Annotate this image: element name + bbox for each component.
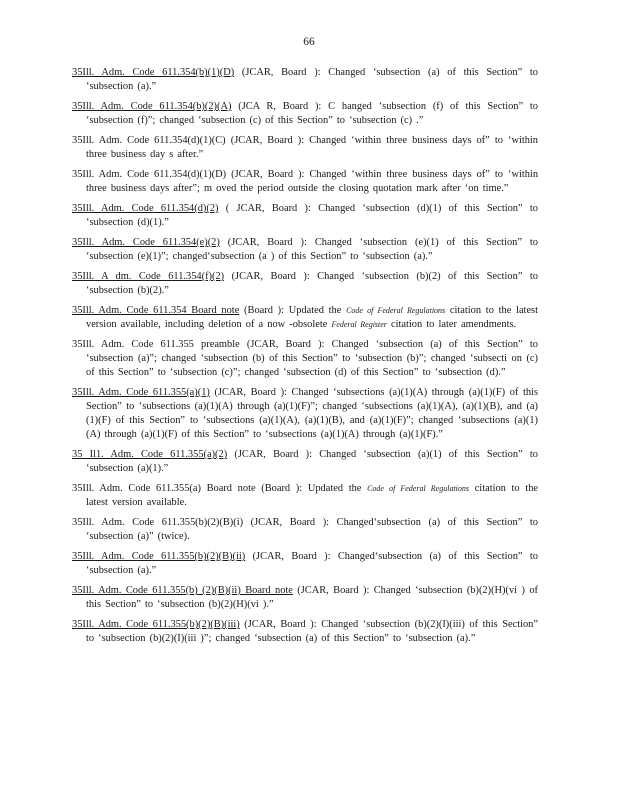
code-citation: 35Ill. Adm. Code 611.354(d)(2) [72, 203, 219, 214]
list-item [72, 168, 538, 196]
entry-text: (JCAR, Board ): Changed‘subsection (a) of this Section” to ‘subsection (a).” [86, 551, 538, 576]
entry-text: (JCAR, Board ): Changed ‘subsection (b)(2)(I)(iii) of this Section” to ‘subsection (b)(2)(I)(iii )”; changed ‘subsection (a) of this Section” to ‘subsection (a).” [86, 619, 538, 644]
entry-text: (JCAR, Board ): Changed ‘subsections (a)(1)(A) through (a)(1)(F) of this Section” to ‘subsections (a)(1)(A) through (a)(1)(F)”; changed ‘subsections (a)(1)(A), (a)(1)(B), and (a)(1)(F) of this Section” to ‘subsections (a)(1)(A), (a)(1)(B), and (a)(1)(F)”; changed ‘subsections (a)(1)(A) through (a)(1)(F) of this Section” to ‘subsections (a)(1)(A) through (a)(1)(F).” [86, 387, 538, 440]
list-item [72, 236, 538, 264]
list-item [72, 270, 538, 298]
entry-text: citation to the latest version available, including deletion of a now -obsolete [86, 305, 538, 330]
entry-text: (Board ): Updated the [239, 305, 347, 316]
entry-text: (JCAR, Board ): Changed ‘within three business days of” to ‘within three business days after”; m oved the period outside the closing quotation mark after ‘on time.” [86, 169, 539, 194]
code-citation: 35Ill. Adm. Code 611.354(e)(2) [72, 237, 220, 248]
entry-text: citation to the latest version available. [86, 483, 539, 508]
entry-text: (JCAR, Board ): Changed ‘subsection (a) of this Section” to ‘subsection (a).” [86, 67, 538, 92]
entry-text: (JCAR, Board ): Changed ‘subsection (a) of this Section” to ‘subsection (a)”; changed ‘subsection (b) of this Section” to ‘subsection (b)”; changed ‘subsecti on (c) of this Section” to ‘subsection (c)”; changed ‘subsection (d) of this Section” to ‘subsection (d).” [86, 339, 538, 378]
entry-text: (JCAR, Board ): Changed ‘within three business days of” to ‘within three business day s after.” [86, 135, 538, 160]
entry-text: (JCAR, Board ): Changed ‘subsection (b)(2)(H)(vi ) of this Section” to ‘subsection (b)(2)(H)(vi ).” [86, 585, 538, 610]
federal-register-title: Federal Register [331, 320, 387, 329]
list-item [72, 516, 538, 544]
code-citation: 35Ill. Adm. Code 611.354(d)(1)(D) [72, 169, 227, 180]
amendment-list [72, 66, 538, 652]
list-item [72, 550, 538, 578]
code-citation: 35Ill. Adm. Code 611.355(b)(2)(B)(ii) [72, 551, 246, 562]
list-item [72, 338, 538, 380]
entry-text: (JCA R, Board ): C hanged ‘subsection (f) of this Section” to ‘subsection (f)”; changed ‘subsection (c) of this Section” to ‘subsection (c) .” [86, 101, 538, 126]
code-citation: 35 Il1. Adm. Code 611.355(a)(2) [72, 449, 228, 460]
entry-text: (JCAR, Board ): Changed ‘subsection (a)(1) of this Section” to ‘subsection (a)(1).” [86, 449, 538, 474]
list-item [72, 482, 538, 510]
list-item [72, 386, 538, 442]
entry-text: (JCAR, Board ): Changed ‘subsection (e)(1) of this Section” to ‘subsection (e)(1)”; changed‘subsection (a ) of this Section” to ‘subsection (a).” [86, 237, 538, 262]
code-citation: 35Ill. Adm. Code 611.355(b)(2)(B)(iii) [72, 619, 240, 630]
entry-text: (Board ): Updated the [255, 483, 368, 494]
list-item [72, 448, 538, 476]
code-citation: 35Ill. Adm. Code 611.355(a)(1) [72, 387, 210, 398]
code-citation: 35Ill. A dm. Code 611.354(f)(2) [72, 271, 225, 282]
entry-text: ( JCAR, Board ): Changed ‘subsection (d)(1) of this Section” to ‘subsection (d)(1).” [86, 203, 538, 228]
cfr-title: Code of Federal Regulations [346, 306, 446, 315]
list-item [72, 134, 538, 162]
code-citation: 35Ill. Adm. Code 611.354(b)(1)(D) [72, 67, 235, 78]
list-item [72, 100, 538, 128]
page-number: 66 [303, 36, 315, 48]
cfr-title: Code of Federal Regulations [367, 484, 470, 493]
code-citation: 35Ill. Adm. Code 611.354(b)(2)(A) [72, 101, 232, 112]
list-item [72, 66, 538, 94]
code-citation: 35Ill. Adm. Code 611.354(d)(1)(C) [72, 135, 226, 146]
list-item [72, 202, 538, 230]
code-citation: 35Ill. Adm. Code 611.355(b)(2)(B)(i) [72, 517, 244, 528]
list-item [72, 304, 538, 332]
list-item [72, 618, 538, 646]
code-citation: 35Ill. Adm. Code 611.354 Board note [72, 305, 240, 316]
list-item [72, 584, 538, 612]
code-citation: 35Ill. Adm. Code 611.355(b) (2)(B)(ii) Board note [72, 585, 293, 596]
entry-text: (JCAR, Board ): Changed‘subsection (a) of this Section” to ‘subsection (a)” (twice). [86, 517, 538, 542]
entry-text: citation to later amendments. [386, 319, 517, 330]
code-citation: 35Ill. Adm. Code 611.355(a) Board note [72, 483, 256, 494]
code-citation: 35Ill. Adm. Code 611.355 preamble [72, 339, 240, 350]
entry-text: (JCAR, Board ): Changed ‘subsection (b)(2) of this Section” to ‘subsection (b)(2).” [86, 271, 538, 296]
